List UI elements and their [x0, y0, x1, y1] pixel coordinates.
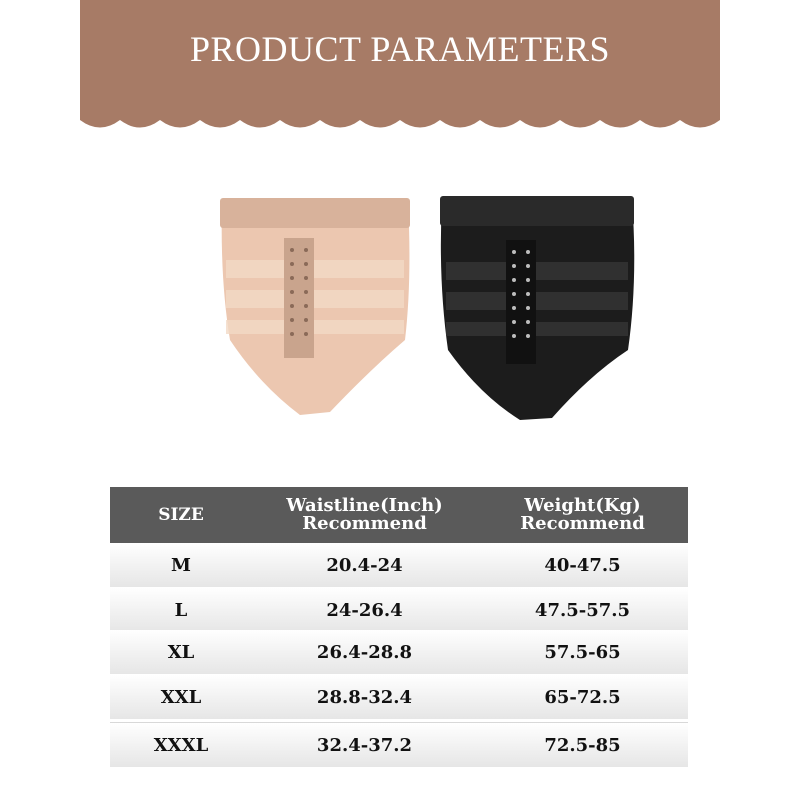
header-weight-line2: Recommend: [520, 513, 645, 534]
header-waistline-line1: Waistline(Inch): [286, 495, 443, 516]
weight-cell: 57.5-65: [544, 641, 621, 663]
table-row: [110, 543, 688, 587]
banner-wave-edge: [80, 110, 720, 140]
size-cell: XXL: [160, 686, 202, 708]
header-waistline: [252, 487, 477, 543]
weight-cell: 65-72.5: [544, 686, 621, 708]
table-row: [110, 630, 688, 674]
waist-cell: 24-26.4: [326, 599, 403, 621]
table-header: [110, 487, 688, 543]
waist-cell: 26.4-28.8: [316, 641, 413, 663]
header-size: SIZE: [158, 505, 204, 525]
waist-cell: 28.8-32.4: [316, 686, 413, 708]
nude-shaper-image: [220, 198, 410, 415]
waist-cell: 20.4-24: [326, 554, 403, 576]
size-cell: XL: [167, 641, 195, 663]
product-images: [200, 180, 640, 430]
black-shaper-image: [440, 196, 634, 420]
size-cell: XXXL: [153, 734, 209, 756]
table-row: [110, 588, 688, 632]
header-waistline-line2: Recommend: [302, 513, 427, 534]
size-table: [110, 487, 688, 777]
weight-cell: 72.5-85: [544, 734, 621, 756]
size-cell: L: [174, 599, 188, 621]
size-cell: M: [171, 554, 191, 576]
weight-cell: 40-47.5: [544, 554, 621, 576]
page-title: PRODUCT PARAMETERS: [189, 29, 611, 69]
waist-cell: 32.4-37.2: [316, 734, 413, 756]
table-row: [110, 675, 688, 719]
weight-cell: 47.5-57.5: [534, 599, 631, 621]
header-weight: [477, 487, 688, 543]
header-weight-line1: Weight(Kg): [524, 495, 641, 516]
table-row: [110, 723, 688, 767]
